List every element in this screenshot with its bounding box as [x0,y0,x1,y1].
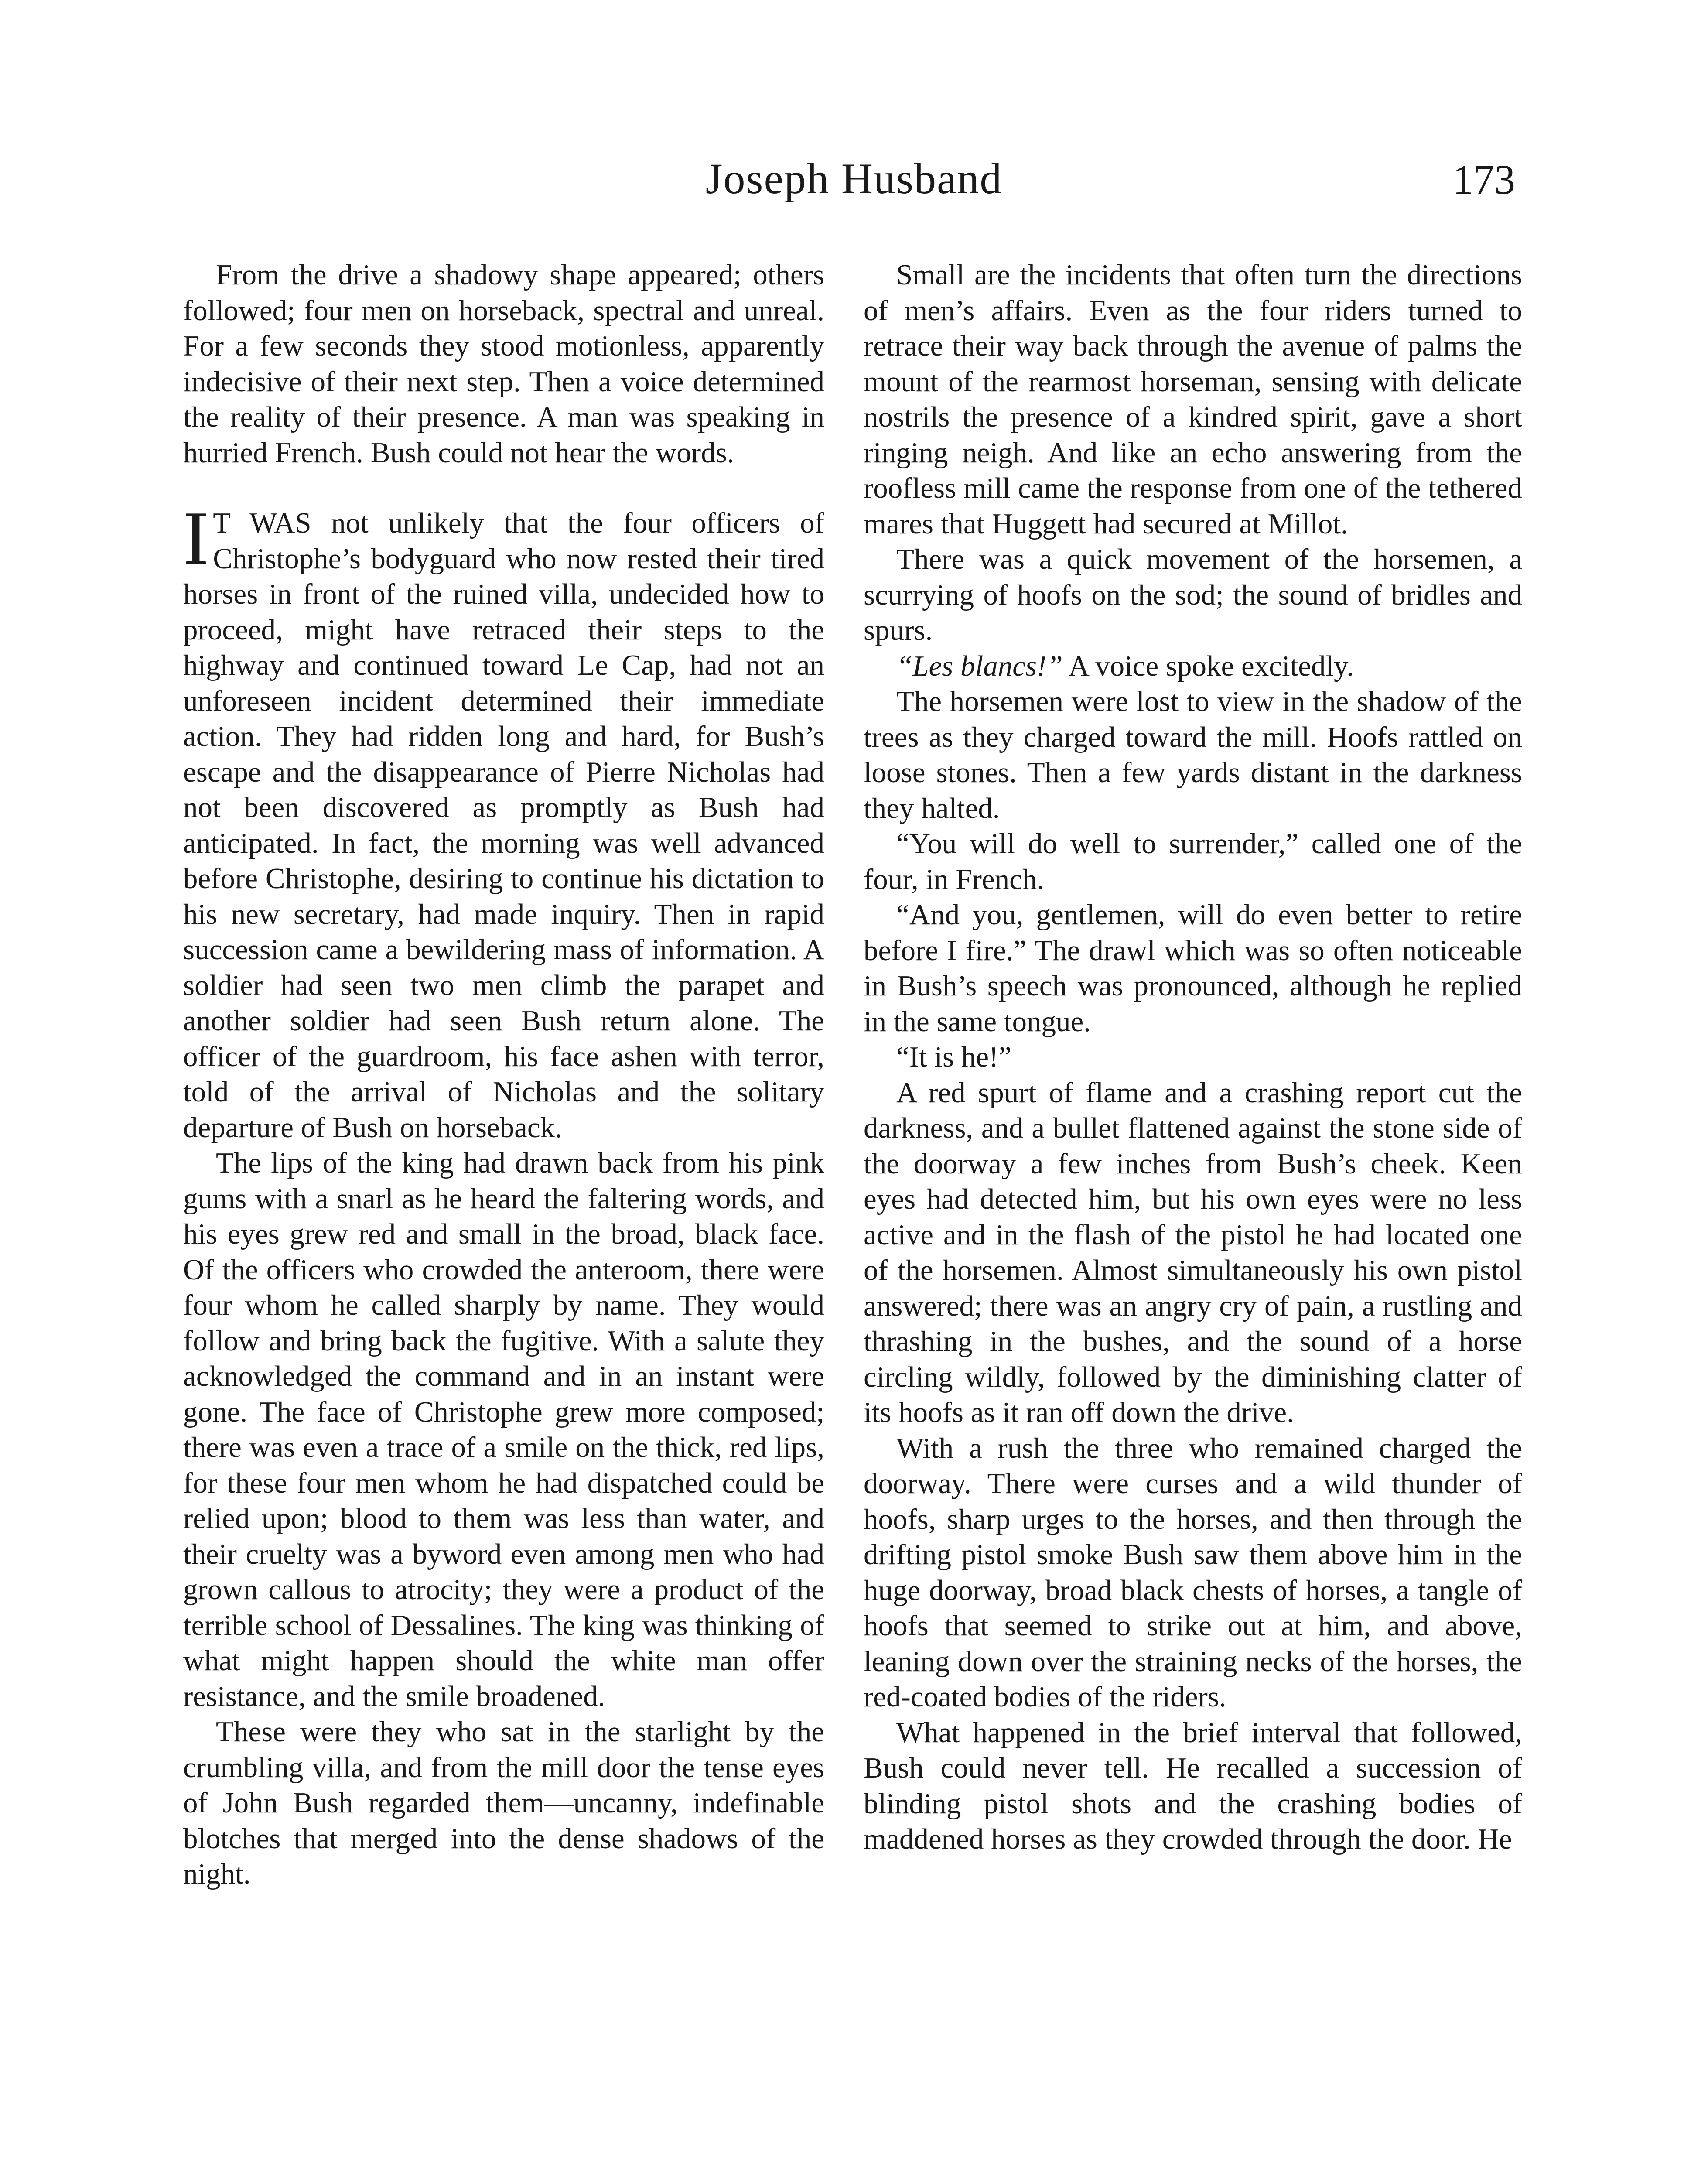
paragraph: There was a quick movement of the horsemen, a scurrying of hoofs on the sod; the sound of bridles and spurs. [864,543,1522,646]
paragraph: “It is he!” [896,1041,1012,1073]
paragraph: From the drive a shadowy shape appeared; others followed; four men on horseback, spectral and unreal. For a few seconds they stood motionless, apparently indecisive of their next step. Then a voice determined the reality of their presence. A man was speaking in hurried French. Bush could not hear the words. [183,259,824,469]
paragraph: The lips of the king had drawn back from his pink gums with a snarl as he heard the faltering words, and his eyes grew red and small in the broad, black face. Of the officers who crowded the anteroom, there were four whom he called sharply by name. They would follow and bring back the fugitive. With a salute they acknowledged the command and in an instant were gone. The face of Christophe grew more composed; there was even a trace of a smile on the thick, red lips, for these four men whom he had dispatched could be relied upon; blood to them was less than water, and their cruelty was a byword even among men who had grown callous to atrocity; they were a product of the terrible school of Dessalines. The king was thinking of what might happen should the white man offer resistance, and the smile broadened. [183,1147,824,1713]
paragraph: “You will do well to surrender,” called one of the four, in French. [864,827,1522,896]
paragraph: The horsemen were lost to view in the shadow of the trees as they charged toward the mill. Hoofs rattled on loose stones. Then a few yards distant in the darkness they halted. [864,685,1522,824]
paragraph [864,649,1522,684]
paragraph: With a rush the three who remained charged the doorway. There were curses and a wild thunder of hoofs, sharp urges to the horses, and then through the drifting pistol smoke Bush saw them above him in the huge doorway, broad black chests of horses, a tangle of hoofs that seemed to strike out at him, and above, leaning down over the straining necks of the horses, the red-coated bodies of the riders. [864,1432,1522,1713]
paragraph-text: A voice spoke excitedly. [1062,650,1354,682]
paragraph: What happened in the brief interval that followed, Bush could never tell. He recalled a succession of blinding pistol shots and the crashing bodies of maddened horses as they crowded through the door. He [864,1716,1522,1855]
page-number: 173 [1452,156,1515,203]
paragraph: Small are the incidents that often turn the directions of men’s affairs. Even as the four riders turned to retrace their way back through the avenue of palms the mount of the rearmost horseman, sensing with delicate nostrils the presence of a kindred spirit, gave a short ringing neigh. And like an echo answering from the roofless mill came the response from one of the tethered mares that Huggett had secured at Millot. [864,259,1522,540]
drop-cap: I [183,496,209,580]
paragraph-text: not unlikely that the four officers of Christophe’s bodyguard who now rested their tired horses in front of the ruined villa, undecided how to proceed, might have retraced their steps to the highway and continued toward Le Cap, had not an unforeseen incident determined their immediate action. They had ridden long and hard, for Bush’s escape and the disappearance of Pierre Nicholas had not been discovered as promptly as Bush had anticipated. In fact, the morning was well advanced before Christophe, desiring to continue his dictation to his new secretary, had made inquiry. Then in rapid succession came a bewildering mass of information. A soldier had seen two men climb the parapet and another soldier had seen Bush return alone. The officer of the guardroom, his face ashen with terror, told of the arrival of Nicholas and the solitary departure of Bush on horseback. [183,507,824,1144]
paragraph: A red spurt of flame and a crashing report cut the darkness, and a bullet flattened against the stone side of the doorway a few inches from Bush’s cheek. Keen eyes had detected him, but his own eyes were no less active and in the flash of the pistol he had located one of the horsemen. Almost simultaneously his own pistol answered; there was an angry cry of pain, a rustling and thrashing in the bushes, and the sound of a horse circling wildly, followed by the diminishing clatter of its hoofs as it ran off down the drive. [864,1076,1522,1429]
paragraph: These were they who sat in the starlight by the crumbling villa, and from the mill door the tense eyes of John Bush regarded them—uncanny, indefinable blotches that merged into the dense shadows of the night. [183,1716,824,1890]
small-caps-lead: T WAS [213,507,311,539]
section-opening-paragraph [183,496,824,1145]
running-head-title: Joseph Husband [705,154,1003,203]
italic-exclamation: “Les blancs!” [896,650,1063,682]
right-column [864,257,1522,1857]
paragraph: “And you, gentlemen, will do even better to retire before I fire.” The drawl which was so often noticeable in Bush’s speech was pronounced, although he replied in the same tongue. [864,899,1522,1038]
left-column [183,257,824,1892]
